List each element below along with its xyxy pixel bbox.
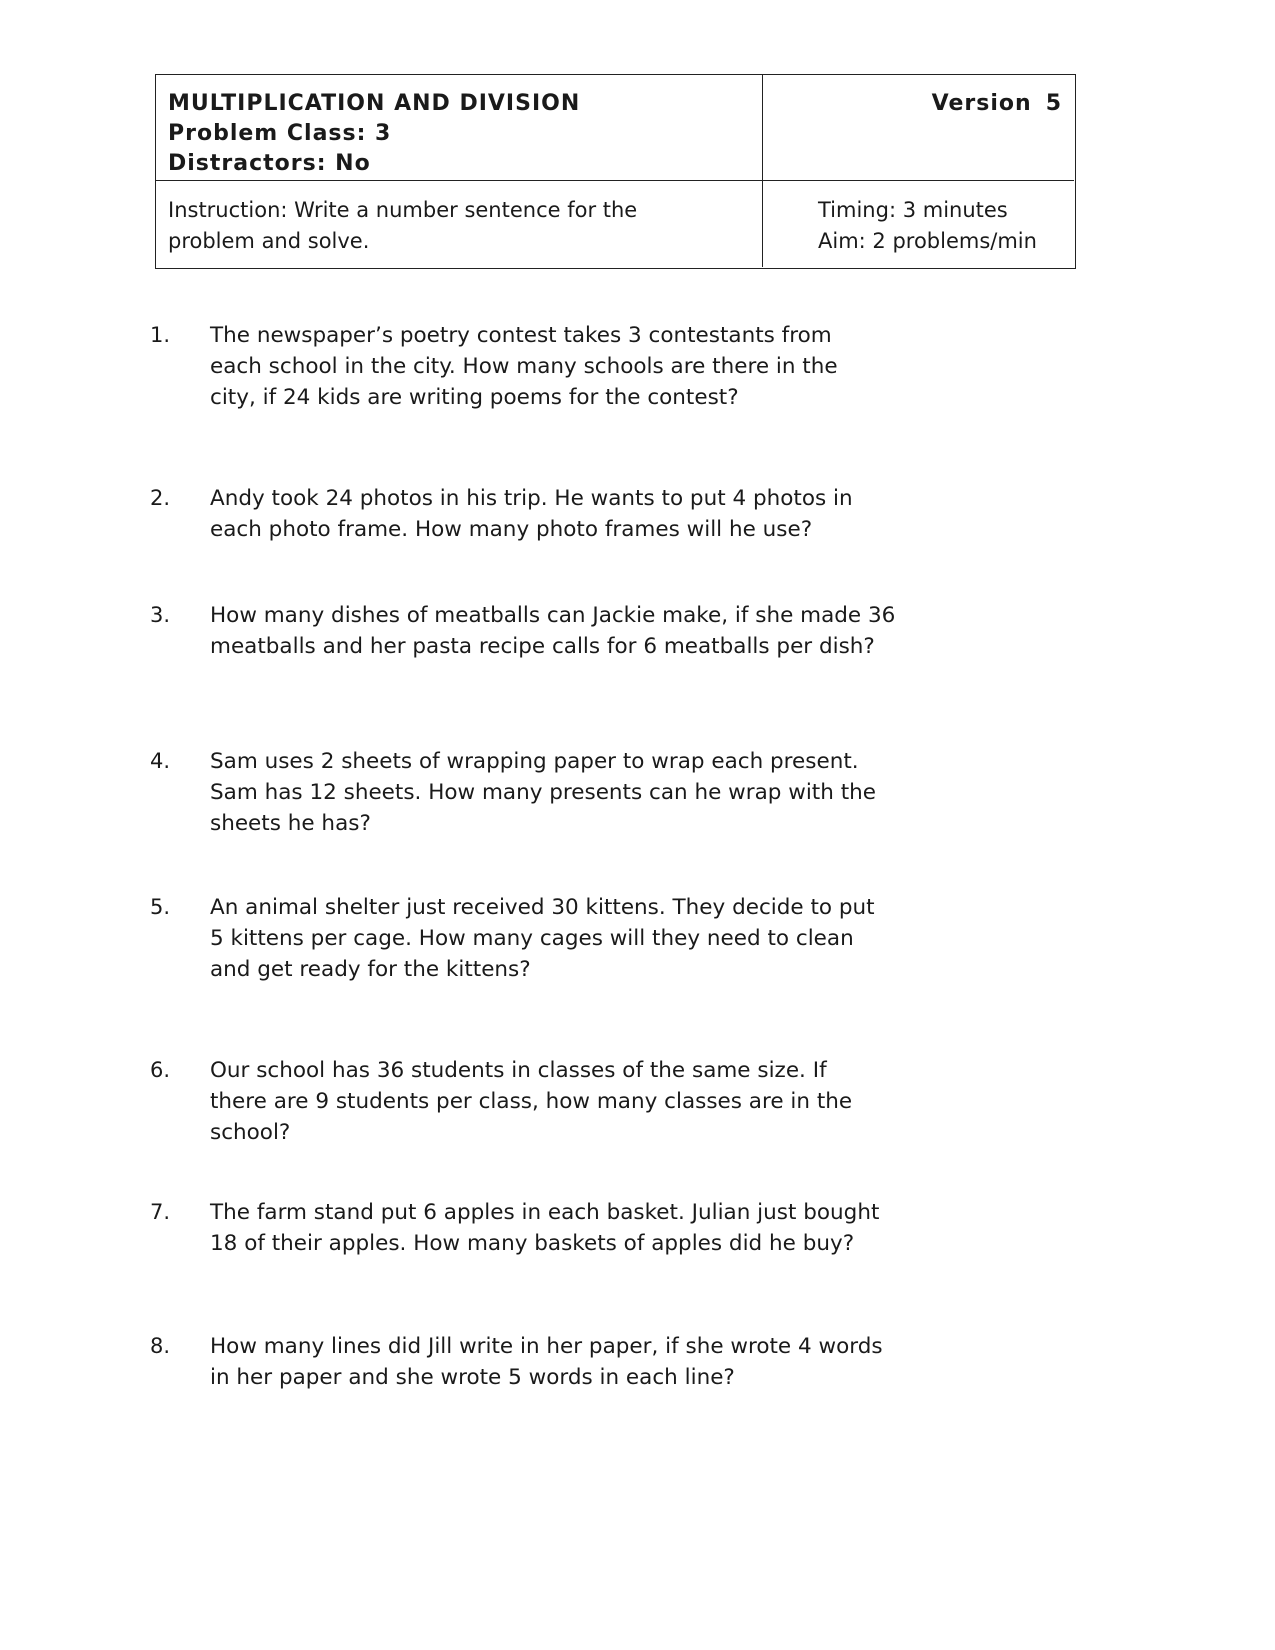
problem-line: An animal shelter just received 30 kittens. They decide to put xyxy=(210,895,875,920)
problem-line: How many dishes of meatballs can Jackie make, if she made 36 xyxy=(210,603,896,628)
problem-text xyxy=(210,1197,910,1259)
problem-line: Sam uses 2 sheets of wrapping paper to wrap each present. xyxy=(210,749,859,774)
version xyxy=(932,91,1062,116)
problem-line: The farm stand put 6 apples in each basket. Julian just bought xyxy=(210,1200,880,1225)
problem-line: there are 9 students per class, how many classes are in the xyxy=(210,1089,853,1114)
problem-number: 3. xyxy=(150,603,171,627)
problem-number: 5. xyxy=(150,895,171,919)
problem-number: 7. xyxy=(150,1200,171,1224)
problem-line: How many lines did Jill write in her paper, if she wrote 4 words xyxy=(210,1334,883,1359)
problem-line: The newspaper’s poetry contest takes 3 contestants from xyxy=(210,323,832,348)
version-cell xyxy=(763,75,1074,181)
problem-text xyxy=(210,483,910,545)
problem-class: Problem Class: 3 xyxy=(168,121,392,146)
instruction-line-1: Instruction: Write a number sentence for the xyxy=(168,198,638,222)
instruction xyxy=(168,195,728,257)
problem-text xyxy=(210,892,910,985)
problem-line: city, if 24 kids are writing poems for the contest? xyxy=(210,385,739,410)
worksheet-title: MULTIPLICATION AND DIVISION xyxy=(168,91,581,116)
problem-line: and get ready for the kittens? xyxy=(210,957,531,982)
problem-line: Sam has 12 sheets. How many presents can he wrap with the xyxy=(210,780,876,805)
problem-line: in her paper and she wrote 5 words in each line? xyxy=(210,1365,735,1390)
problem-line: Andy took 24 photos in his trip. He wants to put 4 photos in xyxy=(210,486,853,511)
problem-line: school? xyxy=(210,1120,291,1145)
problem-line: Our school has 36 students in classes of the same size. If xyxy=(210,1058,827,1083)
problem-text xyxy=(210,746,910,839)
title-cell xyxy=(156,75,763,181)
problem-text xyxy=(210,1331,910,1393)
aim: Aim: 2 problems/min xyxy=(818,229,1037,253)
version-label: Version xyxy=(931,91,1032,116)
instruction-line-2: problem and solve. xyxy=(168,229,370,253)
version-number: 5 xyxy=(1045,91,1062,116)
problem-number: 1. xyxy=(150,323,171,347)
problem-text xyxy=(210,1055,910,1148)
problem-line: sheets he has? xyxy=(210,811,371,836)
problem-text xyxy=(210,600,910,662)
problem-number: 6. xyxy=(150,1058,171,1082)
timing-cell xyxy=(763,181,1074,267)
problem-line: 5 kittens per cage. How many cages will they need to clean xyxy=(210,926,854,951)
problem-line: 18 of their apples. How many baskets of apples did he buy? xyxy=(210,1231,855,1256)
distractors: Distractors: No xyxy=(168,151,371,176)
problem-number: 8. xyxy=(150,1334,171,1358)
problem-number: 4. xyxy=(150,749,171,773)
header-table xyxy=(155,74,1076,269)
problem-line: meatballs and her pasta recipe calls for 6 meatballs per dish? xyxy=(210,634,875,659)
problem-line: each photo frame. How many photo frames will he use? xyxy=(210,517,813,542)
timing: Timing: 3 minutes xyxy=(818,198,1008,222)
problem-line: each school in the city. How many schools are there in the xyxy=(210,354,838,379)
problem-number: 2. xyxy=(150,486,171,510)
instruction-cell xyxy=(156,181,763,267)
problem-text xyxy=(210,320,910,413)
timing-block xyxy=(818,195,1037,257)
